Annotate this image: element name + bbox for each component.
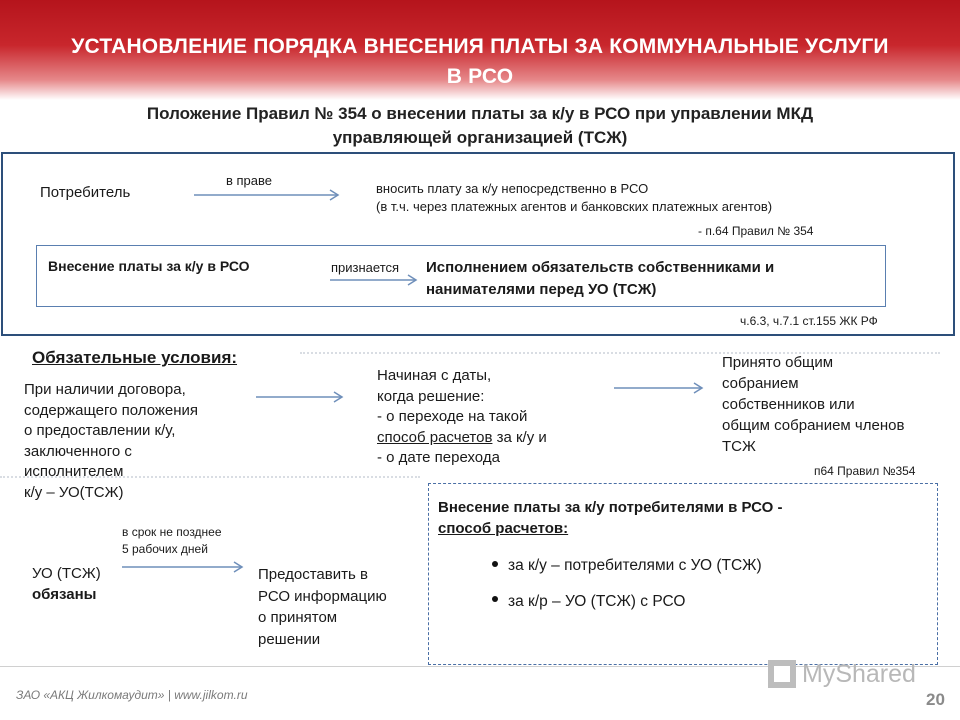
date-line: - о переходе на такой [377, 408, 528, 425]
watermark-icon [768, 660, 796, 688]
pay-line-1: вносить плату за к/у непосредственно в РСО [376, 181, 649, 196]
rights-arrow [194, 188, 344, 202]
title-line-1: УСТАНОВЛЕНИЕ ПОРЯДКА ВНЕСЕНИЯ ПЛАТЫ ЗА КОММУНАЛЬНЫЕ УСЛУГИ [71, 35, 889, 58]
meeting-line: общим собранием членов [722, 417, 905, 434]
subtitle-line-2: управляющей организацией (ТСЖ) [332, 128, 628, 147]
ref-p64: п64 Правил №354 [814, 464, 916, 478]
payment-in-rso-label: Внесение платы за к/у в РСО [48, 258, 250, 274]
provide-info-text [258, 564, 387, 650]
date-tail: за к/у и [492, 428, 547, 446]
uo-obligation [32, 563, 101, 605]
fulfillment-line-1: Исполнением обязательств собственниками и [426, 259, 775, 276]
fulfillment-text [426, 257, 774, 301]
consumer-label: Потребитель [40, 184, 131, 201]
date-line: когда решение: [377, 387, 485, 405]
deadline-text [122, 524, 222, 558]
meeting-line: Принято общим [722, 354, 834, 371]
obligation-arrow [122, 560, 248, 574]
meeting-line: собранием [722, 375, 799, 392]
meeting-line: собственников или [722, 396, 855, 413]
condition-arrow-1 [256, 390, 348, 404]
title-line-2: В РСО [446, 65, 514, 88]
contract-line: исполнителем [24, 463, 124, 480]
contract-line: о предоставлении к/у, [24, 422, 176, 439]
provide-line: о принятом [258, 609, 338, 626]
recognized-arrow [330, 273, 422, 287]
ref-rule-64: - п.64 Правил № 354 [698, 224, 814, 238]
date-line: Начиная с даты, [377, 367, 492, 384]
method-heading [438, 497, 782, 539]
method-heading-line-2: способ расчетов: [438, 520, 569, 537]
condition-arrow-2 [614, 381, 708, 395]
contract-line: содержащего положения [24, 401, 199, 419]
pay-line-2: (в т.ч. через платежных агентов и банковских платежных агентов) [376, 199, 773, 214]
slide-title [0, 32, 960, 92]
page-number: 20 [926, 690, 945, 709]
provide-line: Предоставить в [258, 566, 368, 583]
fulfillment-line-2: нанимателями перед УО (ТСЖ) [426, 281, 657, 298]
provide-line: РСО информацию [258, 587, 387, 605]
in-right-label: в праве [226, 173, 273, 188]
pay-directly-text [376, 180, 772, 216]
method-bullet-1: за к/у – потребителями с УО (ТСЖ) [508, 557, 762, 574]
contract-line: заключенного с [24, 442, 132, 460]
deadline-line-1: в срок не позднее [122, 525, 222, 539]
footer-text: ЗАО «АКЦ Жилкомаудит» | www.jilkom.ru [16, 688, 248, 702]
contract-condition [24, 380, 198, 503]
subtitle-line-1: Положение Правил № 354 о внесении платы за к/у в РСО при управлении МКД [146, 104, 814, 123]
contract-line: При наличии договора, [24, 381, 186, 398]
date-line [377, 428, 547, 449]
bullet-dot [492, 596, 498, 602]
deadline-line-2: 5 рабочих дней [122, 542, 208, 556]
recognized-label: признается [331, 260, 400, 275]
uo-line-1: УО (ТСЖ) [32, 565, 101, 582]
watermark-logo [768, 658, 928, 692]
meeting-line: ТСЖ [722, 438, 756, 455]
method-heading-line-1: Внесение платы за к/у потребителями в РСО - [438, 499, 783, 516]
contract-line: к/у – УО(ТСЖ) [24, 483, 124, 501]
date-line: - о дате перехода [377, 449, 500, 466]
meeting-decision [722, 352, 904, 457]
uo-line-2: обязаны [32, 586, 97, 603]
slide-subtitle [40, 102, 920, 150]
ref-housing-code: ч.6.3, ч.7.1 ст.155 ЖК РФ [740, 314, 878, 328]
bullet-dot [492, 561, 498, 567]
watermark-text: MyShared [802, 660, 916, 688]
method-bullet-2: за к/р – УО (ТСЖ) с РСО [508, 593, 686, 610]
provide-line: решении [258, 630, 321, 648]
date-condition [377, 366, 547, 469]
conditions-heading: Обязательные условия: [32, 348, 238, 367]
method-term: способ расчетов [377, 428, 493, 446]
